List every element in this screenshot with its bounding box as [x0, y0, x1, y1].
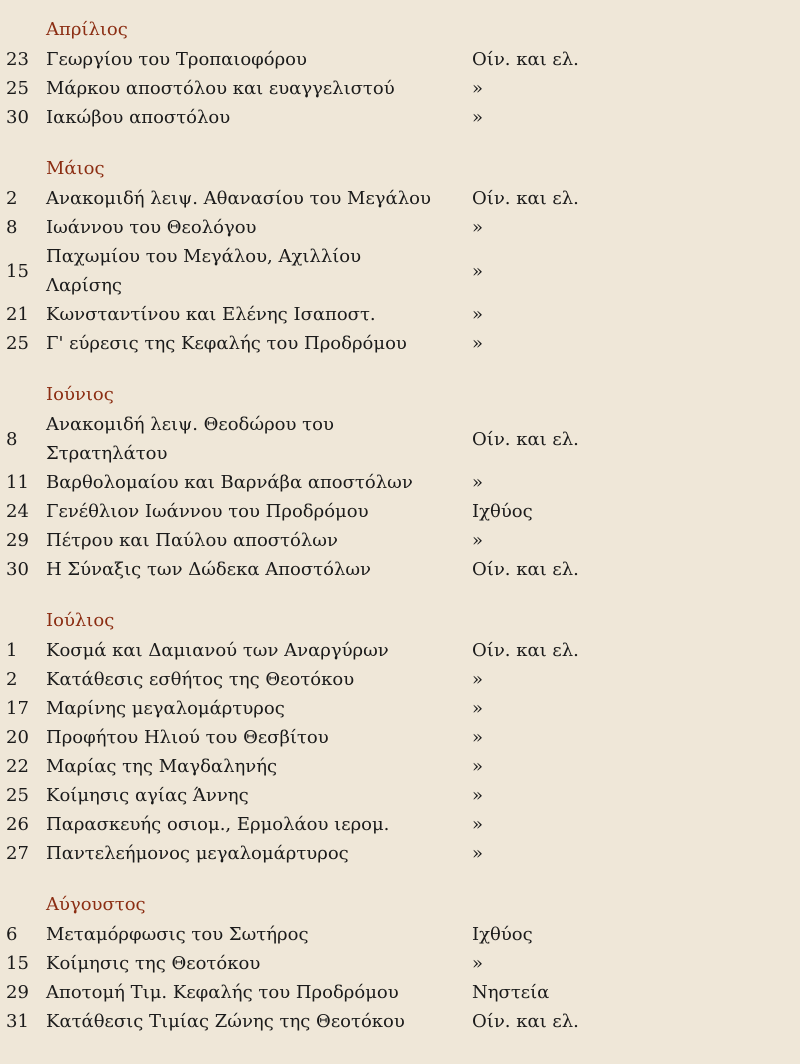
feast-name: Μεταμόρφωσις του Σωτήρος	[46, 924, 309, 945]
feast-name-line: Λαρίσης	[46, 275, 122, 296]
month-section-june	[0, 380, 800, 584]
feast-day: 15	[6, 953, 29, 974]
feast-day: 30	[6, 107, 29, 128]
feast-name: Γενέθλιον Ιωάννου του Προδρόμου	[46, 501, 369, 522]
feast-name: Κοσμά και Δαμιανού των Αναργύρων	[46, 640, 389, 661]
feast-day: 15	[6, 260, 29, 282]
feast-name: Γ' εύρεσις της Κεφαλής του Προδρόμου	[46, 333, 407, 354]
section-gap	[0, 868, 800, 890]
feast-name: Κατάθεσις εσθήτος της Θεοτόκου	[46, 669, 355, 690]
fasting-note: Οίν. και ελ.	[472, 640, 579, 661]
feast-row	[0, 410, 800, 468]
feast-day: 8	[6, 428, 18, 450]
feast-row	[0, 300, 800, 329]
feast-name: Η Σύναξις των Δώδεκα Αποστόλων	[46, 559, 372, 580]
month-section-april	[0, 15, 800, 132]
fasting-note: »	[472, 785, 484, 806]
fasting-note: Οίν. και ελ.	[472, 559, 579, 580]
feast-day: 17	[6, 698, 29, 719]
fasting-note: Οίν. και ελ.	[472, 428, 579, 450]
feast-name: Γεωργίου του Τροπαιοφόρου	[46, 49, 307, 70]
feast-day: 24	[6, 501, 29, 522]
fasting-note: »	[472, 217, 484, 238]
fasting-note: »	[472, 698, 484, 719]
feast-row	[0, 978, 800, 1007]
feast-day: 27	[6, 843, 29, 864]
fasting-note: »	[472, 472, 484, 493]
fasting-note: Οίν. και ελ.	[472, 188, 579, 209]
feast-row	[0, 810, 800, 839]
month-title: Μάιος	[46, 158, 105, 179]
feast-row	[0, 636, 800, 665]
feast-day: 29	[6, 982, 29, 1003]
fasting-note: Οίν. και ελ.	[472, 1011, 579, 1032]
feast-row	[0, 526, 800, 555]
month-title: Αύγουστος	[46, 894, 146, 915]
feast-name: Κοίμησις αγίας Άννης	[46, 785, 249, 806]
month-title: Ιούνιος	[46, 384, 114, 405]
feast-name	[46, 242, 472, 300]
feast-row	[0, 242, 800, 300]
feast-day: 31	[6, 1011, 29, 1032]
feast-day: 25	[6, 78, 29, 99]
feast-row	[0, 781, 800, 810]
feast-name: Μάρκου αποστόλου και ευαγγελιστού	[46, 78, 395, 99]
feast-row	[0, 752, 800, 781]
feast-name: Βαρθολομαίου και Βαρνάβα αποστόλων	[46, 472, 413, 493]
feast-row	[0, 839, 800, 868]
feast-name: Κατάθεσις Τιμίας Ζώνης της Θεοτόκου	[46, 1011, 405, 1032]
feast-day: 11	[6, 472, 29, 493]
feast-row	[0, 213, 800, 242]
fasting-note: »	[472, 814, 484, 835]
month-section-august	[0, 890, 800, 1036]
fasting-note: »	[472, 530, 484, 551]
feast-day: 20	[6, 727, 29, 748]
fasting-note: Ιχθύος	[472, 924, 533, 945]
feast-row	[0, 103, 800, 132]
feast-name: Αποτομή Τιμ. Κεφαλής του Προδρόμου	[46, 982, 399, 1003]
feast-row	[0, 184, 800, 213]
feast-row	[0, 329, 800, 358]
feast-day: 21	[6, 304, 29, 325]
feast-name: Κωνσταντίνου και Ελένης Ισαποστ.	[46, 304, 376, 325]
feast-day: 25	[6, 333, 29, 354]
feast-day: 2	[6, 669, 18, 690]
feast-day: 6	[6, 924, 18, 945]
fasting-note: »	[472, 727, 484, 748]
feast-row	[0, 45, 800, 74]
feast-day: 2	[6, 188, 18, 209]
feast-row	[0, 723, 800, 752]
feast-row	[0, 665, 800, 694]
fasting-note: »	[472, 304, 484, 325]
feast-name-line: Στρατηλάτου	[46, 443, 168, 464]
feast-name: Ιακώβου αποστόλου	[46, 107, 231, 128]
feast-day: 26	[6, 814, 29, 835]
feast-row	[0, 555, 800, 584]
feast-name: Παντελεήμονος μεγαλομάρτυρος	[46, 843, 349, 864]
fasting-note: »	[472, 843, 484, 864]
feast-day: 23	[6, 49, 29, 70]
section-gap	[0, 132, 800, 154]
feast-name: Κοίμησις της Θεοτόκου	[46, 953, 261, 974]
feast-name: Παρασκευής οσιομ., Ερμολάου ιερομ.	[46, 814, 390, 835]
fasting-note: Ιχθύος	[472, 501, 533, 522]
fasting-note: »	[472, 953, 484, 974]
feast-row	[0, 949, 800, 978]
feast-name-line: Ανακομιδή λειψ. Θεοδώρου του	[46, 414, 334, 435]
feast-name: Προφήτου Ηλιού του Θεσβίτου	[46, 727, 329, 748]
month-title: Απρίλιος	[46, 19, 128, 40]
feast-name: Ανακομιδή λειψ. Αθανασίου του Μεγάλου	[46, 188, 431, 209]
feast-row	[0, 497, 800, 526]
feast-day: 30	[6, 559, 29, 580]
feast-row	[0, 694, 800, 723]
feast-name-line: Παχωμίου του Μεγάλου, Αχιλλίου	[46, 246, 362, 267]
feast-day: 29	[6, 530, 29, 551]
feast-name	[46, 410, 472, 468]
month-title: Ιούλιος	[46, 610, 115, 631]
section-gap	[0, 584, 800, 606]
fasting-note: »	[472, 260, 484, 282]
fasting-note: »	[472, 756, 484, 777]
month-section-july	[0, 606, 800, 868]
feast-day: 1	[6, 640, 18, 661]
feast-row	[0, 1007, 800, 1036]
feast-name: Πέτρου και Παύλου αποστόλων	[46, 530, 338, 551]
fasting-note: »	[472, 78, 484, 99]
feast-row	[0, 74, 800, 103]
fasting-note: »	[472, 333, 484, 354]
fasting-note: »	[472, 107, 484, 128]
feast-row	[0, 468, 800, 497]
feast-day: 8	[6, 217, 18, 238]
feast-name: Ιωάννου του Θεολόγου	[46, 217, 257, 238]
feast-row	[0, 920, 800, 949]
fasting-note: Οίν. και ελ.	[472, 49, 579, 70]
fasting-note: »	[472, 669, 484, 690]
section-gap	[0, 358, 800, 380]
feast-name: Μαρίας της Μαγδαληνής	[46, 756, 278, 777]
feast-day: 22	[6, 756, 29, 777]
month-section-may	[0, 154, 800, 358]
feast-day: 25	[6, 785, 29, 806]
fasting-note: Νηστεία	[472, 982, 550, 1003]
feast-name: Μαρίνης μεγαλομάρτυρος	[46, 698, 285, 719]
